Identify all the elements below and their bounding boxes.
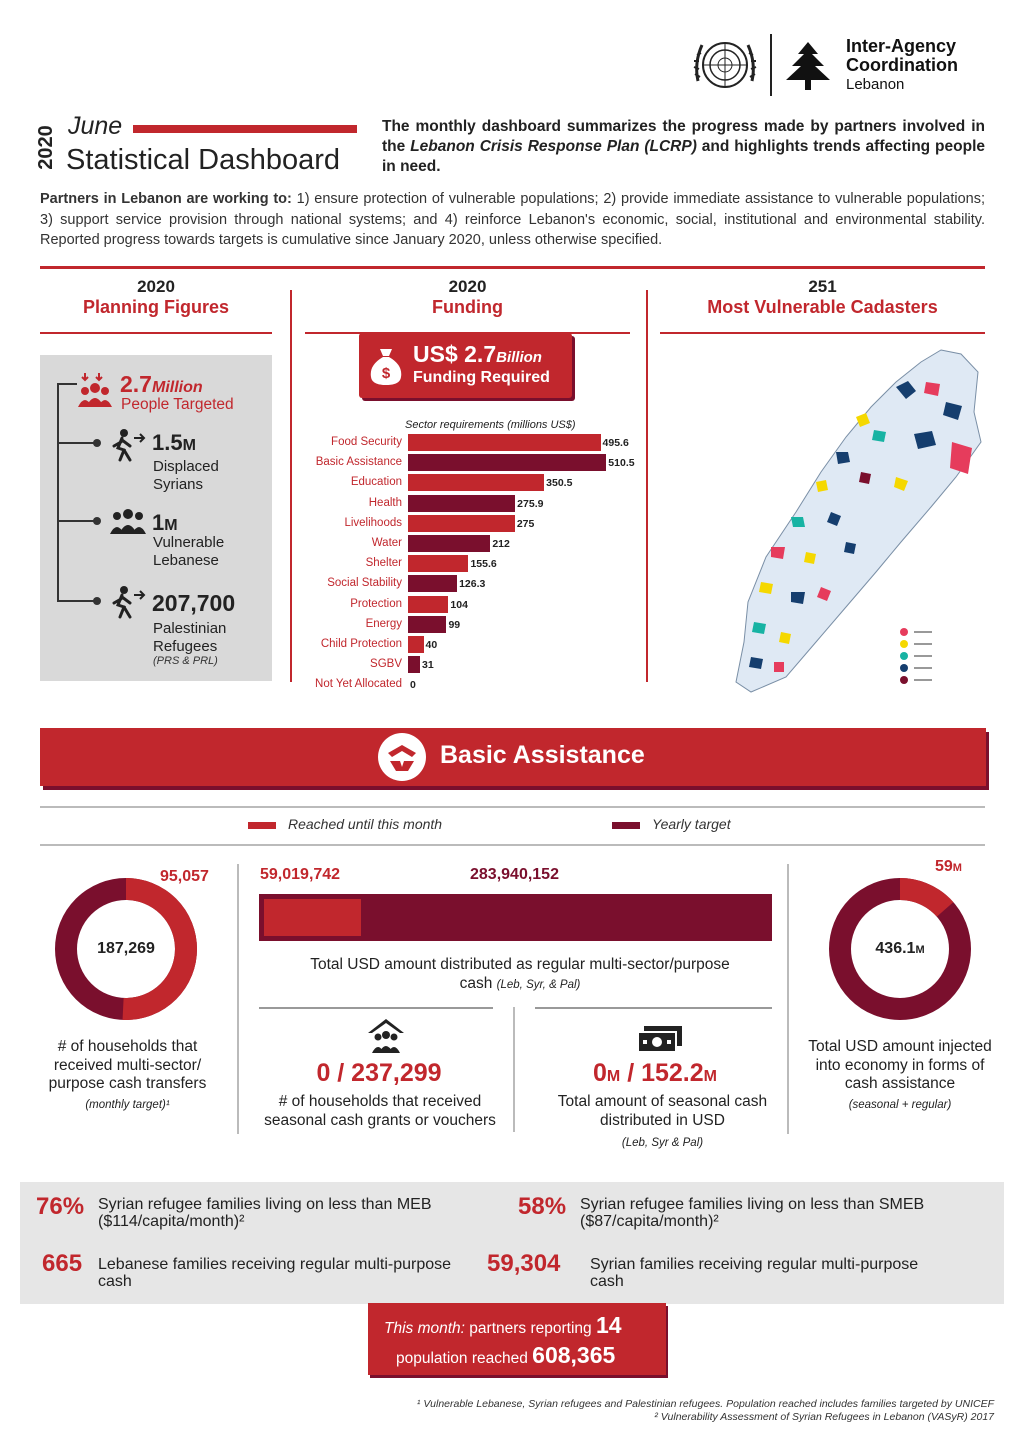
bar	[408, 434, 601, 451]
hh-reached-value: 95,057	[160, 868, 209, 885]
syrian-families-count: 59,304	[487, 1250, 561, 1277]
basic-assistance-title: Basic Assistance	[440, 741, 645, 769]
logo-divider	[770, 34, 772, 96]
bar-label: Health	[368, 496, 402, 509]
bar-label: Shelter	[365, 557, 402, 570]
bar	[408, 495, 515, 512]
bar-value-label: 40	[425, 639, 438, 651]
planning-underline	[40, 332, 272, 334]
bar-label: SGBV	[370, 658, 402, 671]
bar-value-label: 275	[516, 517, 535, 530]
column-divider	[237, 864, 239, 1134]
bar-label: Social Stability	[327, 577, 402, 590]
seasonal-cash-value: 0M / 152.2M	[593, 1059, 717, 1087]
bar	[408, 636, 424, 653]
tree-dot	[93, 517, 101, 525]
people-group-icon	[77, 371, 113, 411]
econ-reached-value: 59M	[935, 858, 962, 875]
walking-refugee-icon	[110, 585, 148, 619]
palestinian-refugees-sub: (PRS & PRL)	[153, 655, 218, 667]
legend-reached: Reached until this month	[288, 816, 443, 832]
usd-progress-track	[259, 894, 772, 941]
column-divider	[513, 1007, 515, 1132]
seasonal-cash-sub: (Leb, Syr & Pal)	[621, 1137, 704, 1149]
usd-target-value: 283,940,152	[470, 866, 559, 883]
econ-target-value: 436.1M	[875, 940, 925, 957]
svg-text:$: $	[381, 365, 391, 382]
legend-swatch-target	[612, 822, 640, 829]
bar-label: Protection	[350, 597, 402, 610]
meb-percentage: 76%	[36, 1193, 85, 1220]
tree-dot	[93, 439, 101, 447]
dashboard-year: 2020	[34, 125, 57, 170]
funding-header: 2020 Funding	[432, 277, 503, 317]
un-emblem-icon	[690, 33, 760, 97]
meb-text: Syrian refugee families living on less than MEB ($114/capita/month)²	[98, 1196, 432, 1230]
planning-header: 2020 Planning Figures	[82, 277, 229, 317]
bar	[408, 555, 468, 572]
bar-label: Energy	[365, 617, 402, 630]
bar	[408, 515, 515, 532]
bar	[408, 596, 448, 613]
month-accent-bar	[133, 125, 357, 133]
sub-divider	[535, 1007, 772, 1009]
smeb-percentage: 58%	[518, 1193, 567, 1220]
map-legend	[900, 628, 932, 684]
bar-label: Livelihoods	[344, 516, 402, 529]
bar-label: Not Yet Allocated	[315, 678, 402, 691]
palestinian-refugees-figure: 207,700	[152, 590, 236, 616]
bar	[408, 616, 446, 633]
usd-caption: Total USD amount distributed as regular multi-sector/purpose cash (Leb, Syr, & Pal)	[310, 956, 730, 992]
hh-caption-sub: (monthly target)¹	[85, 1099, 170, 1111]
tree-dot	[93, 597, 101, 605]
section-divider	[40, 266, 985, 269]
bar-value-label: 99	[448, 618, 461, 631]
bar-label: Education	[350, 476, 402, 489]
cash-bills-icon	[636, 1024, 684, 1054]
chart-title: Sector requirements (millions US$)	[405, 419, 576, 431]
tree-line	[57, 520, 95, 522]
bar-value-label: 510.5	[608, 457, 635, 470]
org-logo-text: Inter-Agency Coordination Lebanon	[846, 36, 958, 93]
smeb-text: Syrian refugee families living on less than SMEB ($87/capita/month)²	[580, 1196, 925, 1230]
footnote-2: ² Vulnerability Assessment of Syrian Refugees in Lebanon (VASyR) 2017	[654, 1411, 994, 1423]
bar-value-label: 495.6	[602, 437, 629, 449]
partners-reporting: This month: partners reporting 14	[384, 1312, 622, 1338]
bar	[408, 474, 544, 491]
family-group-icon	[108, 508, 148, 536]
hh-caption: # of households that received multi-sector/ purpose cash transfers	[48, 1038, 207, 1092]
bar-value-label: 0	[410, 679, 416, 692]
tree-line	[57, 600, 95, 602]
bar	[408, 575, 457, 592]
seasonal-cash-caption: Total amount of seasonal cash distributed in USD	[557, 1093, 768, 1129]
map-underline	[660, 332, 985, 334]
population-reached: population reached 608,365	[396, 1342, 616, 1368]
usd-progress-fill	[259, 894, 366, 941]
sector-bar-chart	[258, 434, 648, 694]
econ-caption-sub: (seasonal + regular)	[848, 1099, 952, 1111]
legend-target: Yearly target	[652, 816, 731, 832]
hh-target-value: 187,269	[97, 940, 155, 957]
footnote-1: ¹ Vulnerable Lebanese, Syrian refugees and Palestinian refugees. Population reached includes families targeted by UNICEF	[416, 1398, 994, 1410]
palestinian-refugees-label: Palestinian Refugees	[153, 620, 227, 655]
money-bag-icon	[369, 345, 403, 387]
seasonal-households-value: 0 / 237,299	[316, 1059, 442, 1087]
econ-caption: Total USD amount injected into economy in forms of cash assistance	[808, 1038, 992, 1092]
funding-amount: US$ 2.7Billion	[413, 341, 542, 367]
displaced-syrians-figure: 1.5M	[152, 430, 196, 455]
vulnerable-lebanese-label: Vulnerable Lebanese	[153, 534, 225, 569]
lebanese-families-text: Lebanese families receiving regular multi-purpose cash	[98, 1256, 452, 1290]
bar-label: Child Protection	[320, 638, 402, 650]
house-family-icon	[366, 1017, 406, 1055]
bar-value-label: 31	[422, 659, 434, 672]
walking-person-icon	[110, 428, 148, 462]
legend-divider	[40, 806, 985, 808]
bar-value-label: 104	[450, 598, 468, 611]
cedar-tree-icon	[778, 38, 838, 94]
bar-value-label: 275.9	[517, 497, 544, 510]
people-targeted-figure: 2.7Million	[120, 371, 203, 397]
bar-value-label: 212	[492, 538, 510, 550]
funding-amount-label: Funding Required	[413, 369, 550, 386]
usd-reached-value: 59,019,742	[260, 866, 341, 883]
bar	[408, 454, 606, 471]
syrian-families-text: Syrian families receiving regular multi-purpose cash	[590, 1256, 919, 1290]
bar	[408, 535, 490, 552]
page-title: Statistical Dashboard	[66, 144, 341, 176]
tree-line	[57, 383, 59, 601]
people-targeted-label: People Targeted	[121, 396, 234, 413]
bar-label: Basic Assistance	[315, 456, 402, 469]
basic-assistance-icon	[376, 731, 428, 783]
tree-line	[57, 383, 77, 385]
funding-required-badge	[359, 333, 572, 398]
bar-value-label: 126.3	[459, 578, 486, 591]
bar	[408, 656, 420, 673]
dashboard-month: June	[68, 112, 123, 140]
column-divider	[787, 864, 789, 1134]
bar-value-label: 350.5	[546, 477, 573, 490]
lebanese-families-count: 665	[42, 1250, 83, 1277]
legend-swatch-reached	[248, 822, 276, 829]
sub-divider	[259, 1007, 493, 1009]
displaced-syrians-label: Displaced Syrians	[153, 458, 219, 493]
legend-divider	[40, 844, 985, 846]
intro-text: The monthly dashboard summarizes the progress made by partners involved in the Lebanon Crisis Response Plan (LCRP) and highlights trends affecting people in need.	[382, 118, 986, 175]
vulnerable-lebanese-figure: 1M	[152, 510, 178, 535]
partners-paragraph: Partners in Lebanon are working to: 1) ensure protection of vulnerable populations; 2) provide immediate assistance to vulnerable populations; 3) support service provision through national systems; and 4) reinforce Lebanon's economic, social, institutional and environmental stability. Reported progress towards targets is cumulative since January 2020, unless otherwise specified.	[40, 191, 985, 248]
tree-line	[57, 442, 95, 444]
vulnerable-cadasters-map	[656, 342, 986, 698]
bar-label: Water	[371, 537, 402, 549]
bar-value-label: 155.6	[470, 558, 497, 571]
bar-label: Food Security	[331, 436, 402, 448]
seasonal-households-caption: # of households that received seasonal cash grants or vouchers	[264, 1093, 496, 1129]
map-header: 251 Most Vulnerable Cadasters	[707, 277, 938, 317]
